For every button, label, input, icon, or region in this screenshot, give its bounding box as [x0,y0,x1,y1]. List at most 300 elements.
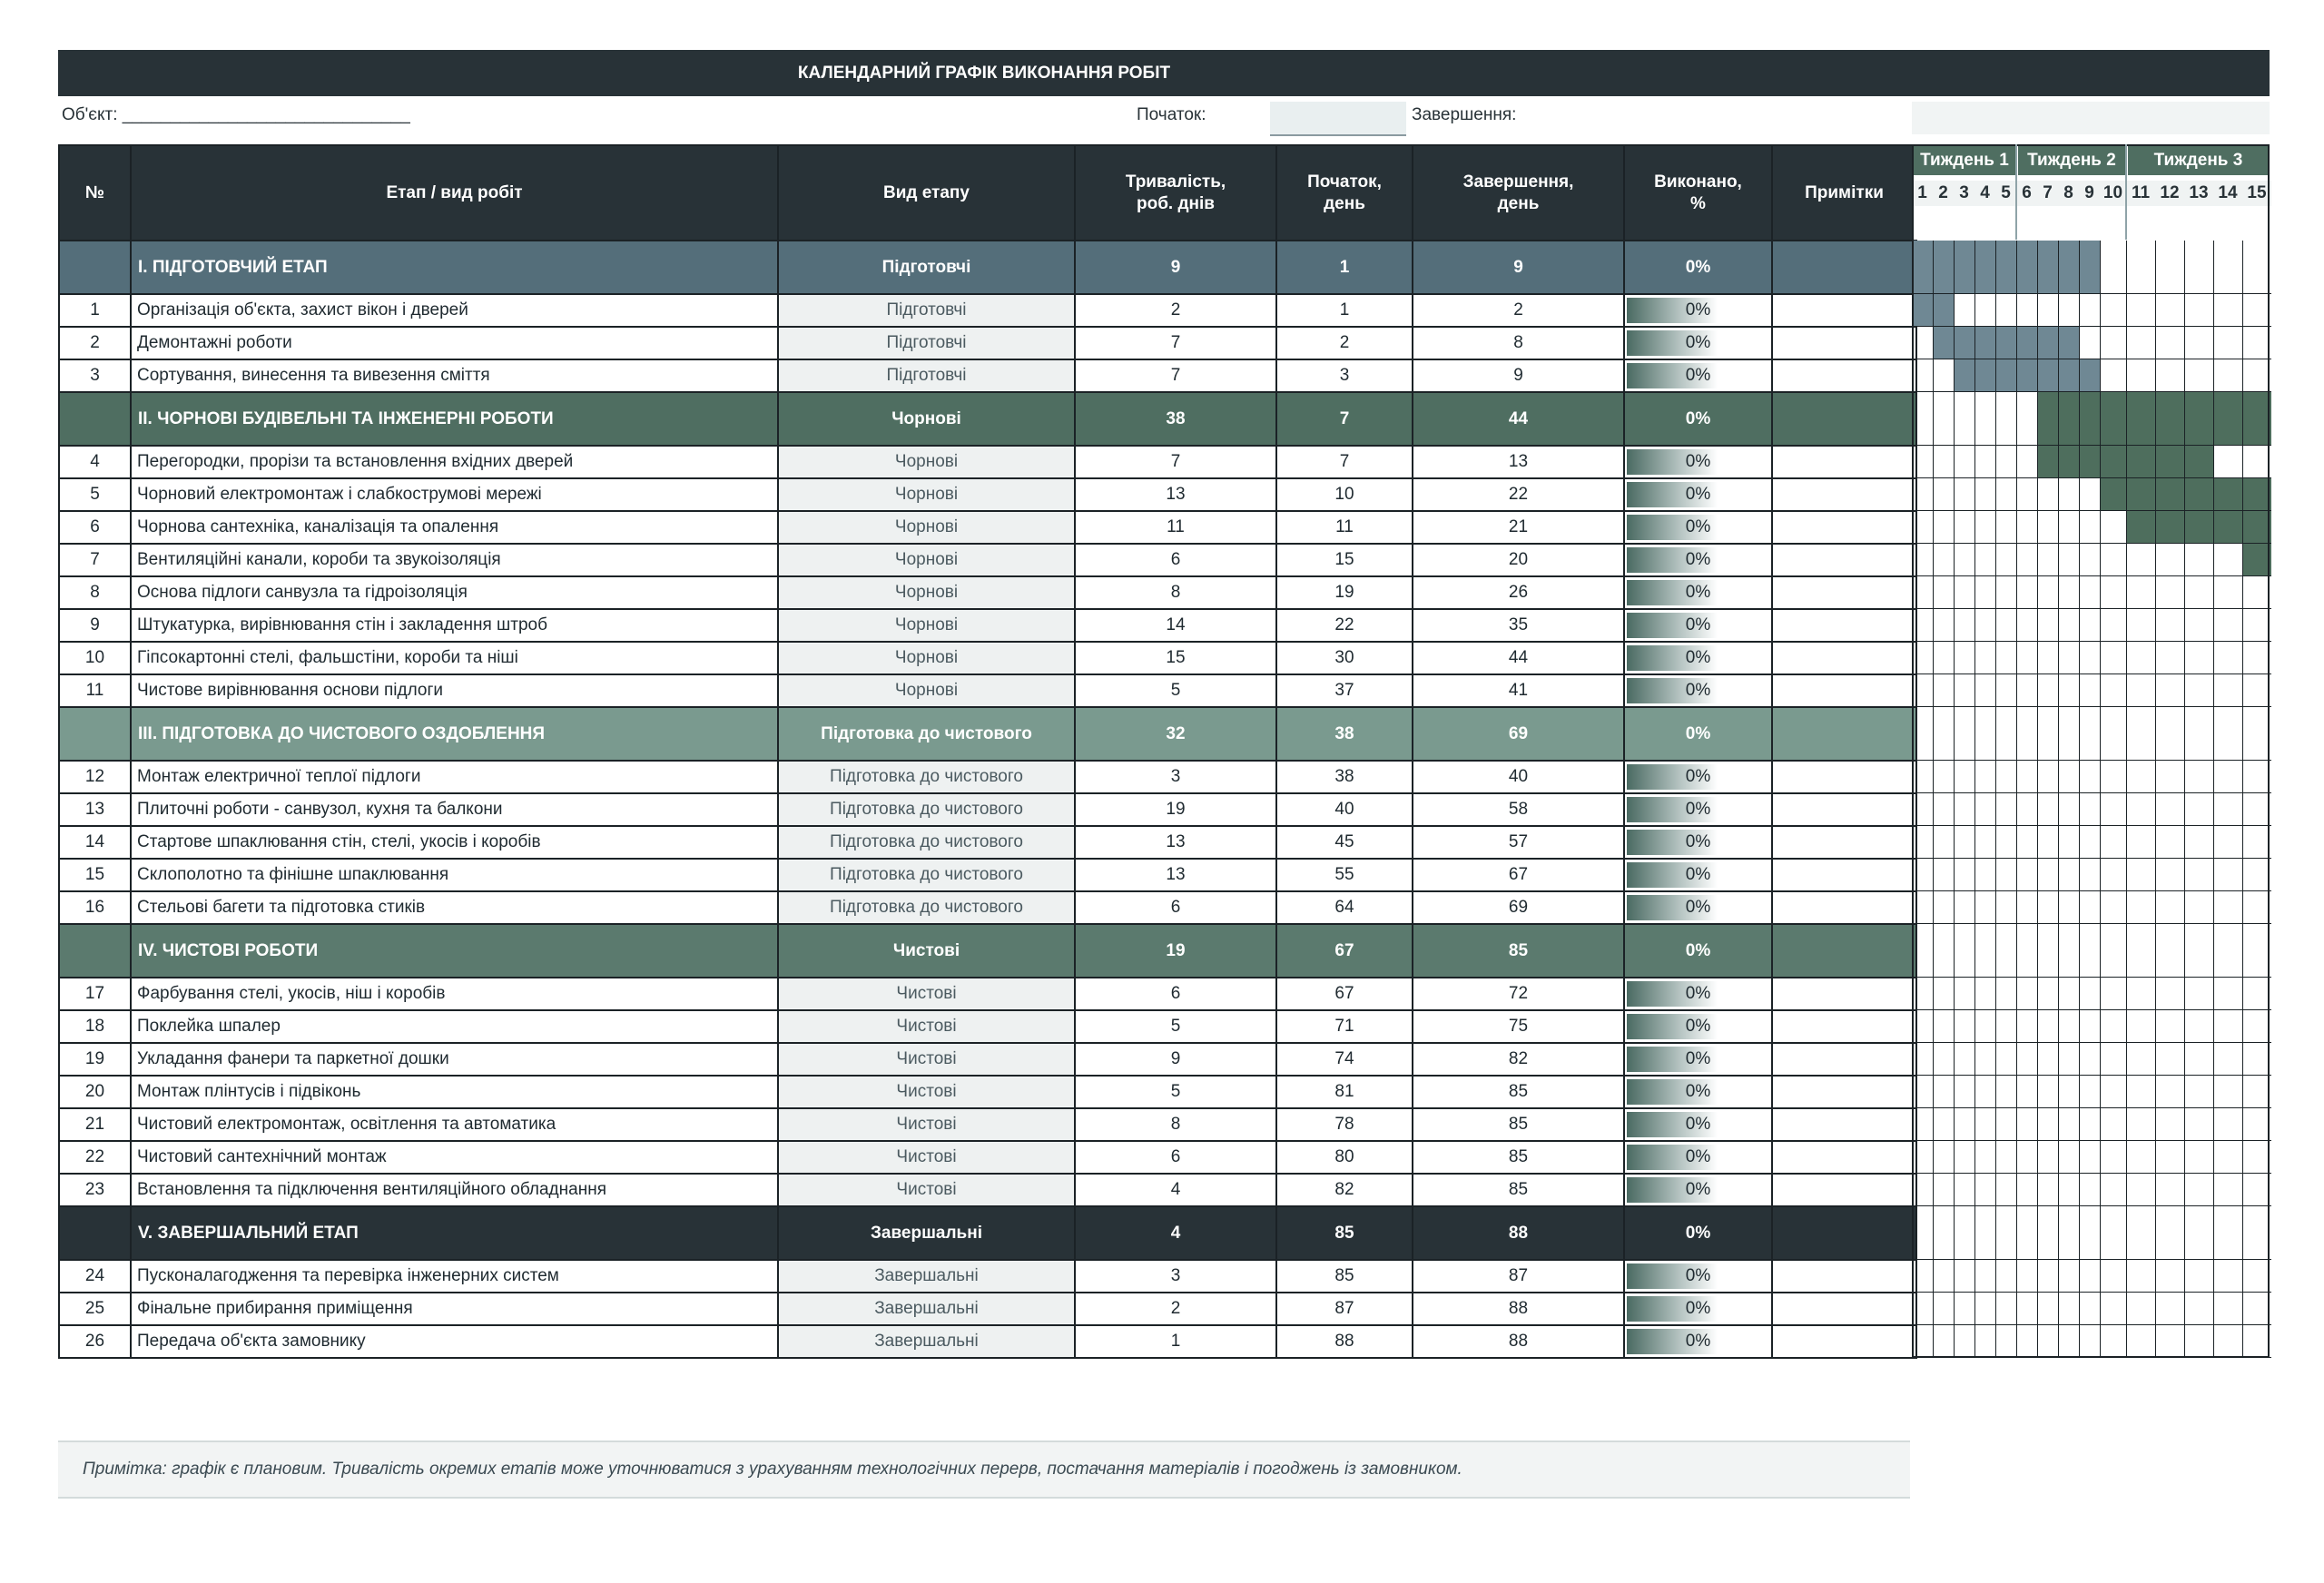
cell-num: 6 [59,511,131,544]
cell-done [1624,1010,1772,1043]
cell-done: 0% [1624,924,1772,978]
cell-name: Фінальне прибирання приміщення [131,1293,778,1325]
cell-notes[interactable] [1772,392,1916,446]
end-date-field[interactable] [1912,102,2270,134]
task-row [59,1174,1916,1206]
progress-value: 0% [1685,1017,1711,1036]
cell-start: 3 [1276,359,1413,392]
cell-end: 88 [1413,1293,1624,1325]
cell-end: 13 [1413,446,1624,478]
cell-num: 23 [59,1174,131,1206]
gantt-week-label: Тиждень 1 [1914,146,2015,175]
cell-duration: 13 [1075,478,1276,511]
cell-start: 30 [1276,642,1413,674]
cell-done [1624,446,1772,478]
task-row [59,674,1916,707]
cell-name: Передача об'єкта замовнику [131,1325,778,1358]
task-row [59,761,1916,793]
cell-type: Чорнові [778,392,1075,446]
cell-done [1624,576,1772,609]
cell-start: 71 [1276,1010,1413,1043]
gantt-day-label: 12 [2155,181,2184,206]
cell-end: 82 [1413,1043,1624,1076]
cell-start: 85 [1276,1260,1413,1293]
cell-type: Завершальні [778,1293,1075,1325]
cell-duration: 3 [1075,761,1276,793]
cell-start: 40 [1276,793,1413,826]
cell-start: 67 [1276,978,1413,1010]
gantt-week-label: Тиждень 3 [2128,146,2269,175]
cell-num: 21 [59,1108,131,1141]
cell-type: Підготовка до чистового [778,707,1075,761]
cell-notes[interactable] [1772,1260,1916,1293]
gantt-day-label: 8 [2058,181,2079,206]
cell-start: 1 [1276,241,1413,294]
cell-name: Гіпсокартонні стелі, фальшстіни, короби та ніші [131,642,778,674]
cell-num: 26 [59,1325,131,1358]
progress-value: 0% [1685,648,1711,667]
progress-value: 0% [1685,984,1711,1003]
cell-name: Укладання фанери та паркетної дошки [131,1043,778,1076]
cell-name: Пусконалагодження та перевірка інженерних систем [131,1260,778,1293]
cell-end: 87 [1413,1260,1624,1293]
cell-start: 7 [1276,446,1413,478]
cell-name: Монтаж плінтусів і підвіконь [131,1076,778,1108]
cell-end: 72 [1413,978,1624,1010]
cell-done [1624,327,1772,359]
cell-done [1624,891,1772,924]
cell-duration: 7 [1075,327,1276,359]
cell-notes[interactable] [1772,1108,1916,1141]
cell-name: Сортування, винесення та вивезення сміття [131,359,778,392]
task-row [59,446,1916,478]
cell-type: Чистові [778,1141,1075,1174]
cell-end: 85 [1413,1076,1624,1108]
cell-num: 10 [59,642,131,674]
cell-type: Підготовчі [778,294,1075,327]
phase-row [59,707,1916,761]
cell-notes[interactable] [1772,1174,1916,1206]
progress-value: 0% [1685,615,1711,634]
cell-done [1624,1043,1772,1076]
task-row [59,576,1916,609]
cell-start: 87 [1276,1293,1413,1325]
footnote-text: Примітка: графік є плановим. Тривалість окремих етапів може уточнюватися з урахуванням технологічних перерв, постачання матеріалів і погоджень із замовником. [83,1460,1462,1479]
gantt-day-label: 9 [2079,181,2100,206]
task-row [59,294,1916,327]
cell-start: 37 [1276,674,1413,707]
progress-value: 0% [1685,452,1711,471]
cell-duration: 9 [1075,241,1276,294]
gantt-day-label: 14 [2213,181,2242,206]
cell-type: Чорнові [778,544,1075,576]
cell-done [1624,859,1772,891]
cell-duration: 32 [1075,707,1276,761]
cell-duration: 3 [1075,1260,1276,1293]
cell-name: Склополотно та фінішне шпаклювання [131,859,778,891]
cell-duration: 8 [1075,576,1276,609]
progress-value: 0% [1685,1147,1711,1166]
cell-end: 41 [1413,674,1624,707]
cell-notes[interactable] [1772,793,1916,826]
col-header-done: Виконано, % [1624,145,1772,241]
cell-end: 35 [1413,609,1624,642]
cell-end: 40 [1413,761,1624,793]
col-header-num: № [59,145,131,241]
phase-row [59,924,1916,978]
cell-num: 11 [59,674,131,707]
cell-done [1624,978,1772,1010]
cell-type: Підготовка до чистового [778,761,1075,793]
cell-done [1624,511,1772,544]
cell-duration: 38 [1075,392,1276,446]
gantt-week-divider [2125,144,2127,240]
gantt-day-label: 15 [2242,181,2271,206]
cell-duration: 5 [1075,674,1276,707]
cell-start: 85 [1276,1206,1413,1260]
end-label: Завершення: [1412,105,1517,124]
progress-value: 0% [1685,366,1711,385]
cell-name: III. ПІДГОТОВКА ДО ЧИСТОВОГО ОЗДОБЛЕННЯ [131,707,778,761]
cell-type: Чорнові [778,478,1075,511]
progress-value: 0% [1685,898,1711,917]
cell-name: Стартове шпаклювання стін, стелі, укосів і коробів [131,826,778,859]
task-row [59,478,1916,511]
cell-notes[interactable] [1772,544,1916,576]
cell-name: Стельові багети та підготовка стиків [131,891,778,924]
task-row [59,1293,1916,1325]
cell-notes[interactable] [1772,642,1916,674]
cell-type: Чорнові [778,674,1075,707]
cell-end: 20 [1413,544,1624,576]
cell-notes[interactable] [1772,294,1916,327]
gantt-day-label: 11 [2126,181,2155,206]
progress-value: 0% [1685,333,1711,352]
gantt-day-label: 1 [1912,181,1933,206]
progress-value: 0% [1685,550,1711,569]
cell-notes[interactable] [1772,674,1916,707]
cell-num: 2 [59,327,131,359]
cell-notes[interactable] [1772,1076,1916,1108]
cell-end: 9 [1413,241,1624,294]
cell-num: 3 [59,359,131,392]
cell-notes[interactable] [1772,859,1916,891]
cell-num: 7 [59,544,131,576]
cell-num: 5 [59,478,131,511]
cell-notes[interactable] [1772,1325,1916,1358]
gantt-week-divider [2015,144,2017,240]
gantt-day-label: 13 [2184,181,2213,206]
cell-type: Чистові [778,1076,1075,1108]
task-row [59,609,1916,642]
task-row [59,978,1916,1010]
cell-duration: 15 [1075,642,1276,674]
cell-name: Перегородки, прорізи та встановлення вхідних дверей [131,446,778,478]
phase-row [59,392,1916,446]
cell-name: Чистовий електромонтаж, освітлення та автоматика [131,1108,778,1141]
cell-name: Фарбування стелі, укосів, ніш і коробів [131,978,778,1010]
gantt-day-label: 10 [2100,181,2126,206]
progress-value: 0% [1685,517,1711,536]
cell-notes[interactable] [1772,891,1916,924]
sheet-title [58,50,2270,96]
cell-name: Штукатурка, вирівнювання стін і закладення штроб [131,609,778,642]
cell-num: 1 [59,294,131,327]
progress-value: 0% [1685,583,1711,602]
cell-end: 8 [1413,327,1624,359]
cell-type: Чистові [778,1174,1075,1206]
progress-value: 0% [1685,300,1711,320]
cell-duration: 2 [1075,1293,1276,1325]
progress-value: 0% [1685,832,1711,851]
cell-type: Підготовчі [778,241,1075,294]
cell-done [1624,793,1772,826]
task-row [59,1076,1916,1108]
cell-done: 0% [1624,1206,1772,1260]
cell-start: 22 [1276,609,1413,642]
schedule-table [58,144,1917,1359]
cell-duration: 8 [1075,1108,1276,1141]
sheet-title-text: КАЛЕНДАРНИЙ ГРАФІК ВИКОНАННЯ РОБІТ [797,64,1171,83]
cell-notes[interactable] [1772,1141,1916,1174]
cell-done [1624,478,1772,511]
cell-end: 88 [1413,1206,1624,1260]
cell-name: Чистове вирівнювання основи підлоги [131,674,778,707]
cell-done [1624,1174,1772,1206]
cell-duration: 4 [1075,1174,1276,1206]
cell-num: 9 [59,609,131,642]
cell-end: 58 [1413,793,1624,826]
cell-notes[interactable] [1772,478,1916,511]
cell-start: 67 [1276,924,1413,978]
cell-name: Плиточні роботи - санвузол, кухня та балкони [131,793,778,826]
footnote [58,1440,1910,1499]
task-row [59,793,1916,826]
object-label: Об'єкт: ______________________________ [62,105,410,124]
cell-duration: 6 [1075,1141,1276,1174]
progress-value: 0% [1685,800,1711,819]
cell-start: 78 [1276,1108,1413,1141]
cell-start: 19 [1276,576,1413,609]
cell-end: 22 [1413,478,1624,511]
cell-type: Підготовчі [778,327,1075,359]
cell-start: 11 [1276,511,1413,544]
gantt-day-label: 7 [2037,181,2058,206]
cell-type: Підготовка до чистового [778,793,1075,826]
task-row [59,891,1916,924]
cell-num: 17 [59,978,131,1010]
cell-start: 15 [1276,544,1413,576]
cell-num: 25 [59,1293,131,1325]
progress-value: 0% [1685,1115,1711,1134]
col-header-end: Завершення, день [1413,145,1624,241]
cell-done: 0% [1624,241,1772,294]
cell-type: Чорнові [778,576,1075,609]
progress-value: 0% [1685,1266,1711,1285]
cell-start: 82 [1276,1174,1413,1206]
gantt-week-label: Тиждень 2 [2018,146,2125,175]
cell-end: 2 [1413,294,1624,327]
task-row [59,1043,1916,1076]
gantt-day-label: 2 [1933,181,1954,206]
cell-end: 21 [1413,511,1624,544]
cell-start: 45 [1276,826,1413,859]
cell-done [1624,642,1772,674]
cell-num [59,924,131,978]
cell-num: 18 [59,1010,131,1043]
progress-value: 0% [1685,865,1711,884]
cell-start: 7 [1276,392,1413,446]
cell-duration: 4 [1075,1206,1276,1260]
cell-type: Чистові [778,978,1075,1010]
cell-duration: 2 [1075,294,1276,327]
gantt-day-label: 5 [1995,181,2016,206]
cell-duration: 7 [1075,446,1276,478]
cell-notes[interactable] [1772,707,1916,761]
cell-type: Чистові [778,1108,1075,1141]
task-row [59,1325,1916,1358]
cell-duration: 13 [1075,826,1276,859]
cell-duration: 19 [1075,793,1276,826]
cell-start: 81 [1276,1076,1413,1108]
cell-num: 14 [59,826,131,859]
cell-notes[interactable] [1772,446,1916,478]
cell-num: 12 [59,761,131,793]
cell-num [59,392,131,446]
cell-done [1624,761,1772,793]
start-date-field[interactable] [1270,102,1406,136]
cell-done [1624,1141,1772,1174]
cell-type: Чистові [778,924,1075,978]
task-row [59,544,1916,576]
cell-end: 67 [1413,859,1624,891]
cell-end: 85 [1413,1108,1624,1141]
cell-notes[interactable] [1772,327,1916,359]
cell-num: 8 [59,576,131,609]
progress-value: 0% [1685,485,1711,504]
table-header-row [59,145,1916,241]
cell-end: 85 [1413,1174,1624,1206]
cell-start: 74 [1276,1043,1413,1076]
cell-name: V. ЗАВЕРШАЛЬНИЙ ЕТАП [131,1206,778,1260]
cell-notes[interactable] [1772,511,1916,544]
cell-num: 19 [59,1043,131,1076]
cell-start: 64 [1276,891,1413,924]
cell-end: 69 [1413,891,1624,924]
cell-notes[interactable] [1772,609,1916,642]
cell-num: 4 [59,446,131,478]
cell-done [1624,294,1772,327]
cell-type: Підготовка до чистового [778,826,1075,859]
cell-end: 85 [1413,924,1624,978]
cell-end: 88 [1413,1325,1624,1358]
cell-num: 15 [59,859,131,891]
cell-name: Чорновий електромонтаж і слабкострумові мережі [131,478,778,511]
cell-type: Завершальні [778,1206,1075,1260]
cell-type: Підготовка до чистового [778,891,1075,924]
cell-notes[interactable] [1772,978,1916,1010]
cell-done [1624,1260,1772,1293]
gantt-day-label: 3 [1954,181,1974,206]
cell-notes[interactable] [1772,924,1916,978]
task-row [59,859,1916,891]
cell-name: IV. ЧИСТОВІ РОБОТИ [131,924,778,978]
task-row [59,1108,1916,1141]
cell-end: 57 [1413,826,1624,859]
cell-duration: 1 [1075,1325,1276,1358]
cell-done [1624,544,1772,576]
cell-duration: 11 [1075,511,1276,544]
phase-row [59,1206,1916,1260]
cell-done [1624,359,1772,392]
progress-value: 0% [1685,1332,1711,1351]
progress-value: 0% [1685,1049,1711,1068]
col-header-start: Початок, день [1276,145,1413,241]
cell-notes[interactable] [1772,1206,1916,1260]
cell-type: Чорнові [778,642,1075,674]
cell-notes[interactable] [1772,1010,1916,1043]
cell-notes[interactable] [1772,576,1916,609]
cell-start: 2 [1276,327,1413,359]
task-row [59,1141,1916,1174]
cell-name: Чистовий сантехнічний монтаж [131,1141,778,1174]
cell-end: 26 [1413,576,1624,609]
cell-num: 16 [59,891,131,924]
cell-end: 75 [1413,1010,1624,1043]
cell-start: 80 [1276,1141,1413,1174]
cell-type: Чорнові [778,511,1075,544]
cell-type: Підготовка до чистового [778,859,1075,891]
progress-value: 0% [1685,1299,1711,1318]
cell-end: 9 [1413,359,1624,392]
cell-num: 20 [59,1076,131,1108]
cell-done [1624,674,1772,707]
cell-name: Основа підлоги санвузла та гідроізоляція [131,576,778,609]
cell-type: Чорнові [778,609,1075,642]
cell-notes[interactable] [1772,1043,1916,1076]
cell-name: Встановлення та підключення вентиляційного обладнання [131,1174,778,1206]
cell-notes[interactable] [1772,761,1916,793]
cell-num: 22 [59,1141,131,1174]
cell-start: 38 [1276,761,1413,793]
cell-end: 69 [1413,707,1624,761]
cell-end: 44 [1413,392,1624,446]
cell-end: 85 [1413,1141,1624,1174]
cell-start: 10 [1276,478,1413,511]
progress-value: 0% [1685,681,1711,700]
cell-notes[interactable] [1772,359,1916,392]
cell-duration: 19 [1075,924,1276,978]
cell-notes[interactable] [1772,826,1916,859]
cell-type: Чистові [778,1043,1075,1076]
cell-notes[interactable] [1772,241,1916,294]
cell-type: Завершальні [778,1260,1075,1293]
task-row [59,1260,1916,1293]
cell-start: 1 [1276,294,1413,327]
cell-duration: 6 [1075,891,1276,924]
cell-name: Демонтажні роботи [131,327,778,359]
col-header-duration: Тривалість, роб. днів [1075,145,1276,241]
cell-duration: 6 [1075,544,1276,576]
cell-end: 44 [1413,642,1624,674]
cell-name: II. ЧОРНОВІ БУДІВЕЛЬНІ ТА ІНЖЕНЕРНІ РОБОТИ [131,392,778,446]
cell-notes[interactable] [1772,1293,1916,1325]
task-row [59,642,1916,674]
cell-num [59,1206,131,1260]
task-row [59,1010,1916,1043]
task-row [59,826,1916,859]
cell-num: 13 [59,793,131,826]
